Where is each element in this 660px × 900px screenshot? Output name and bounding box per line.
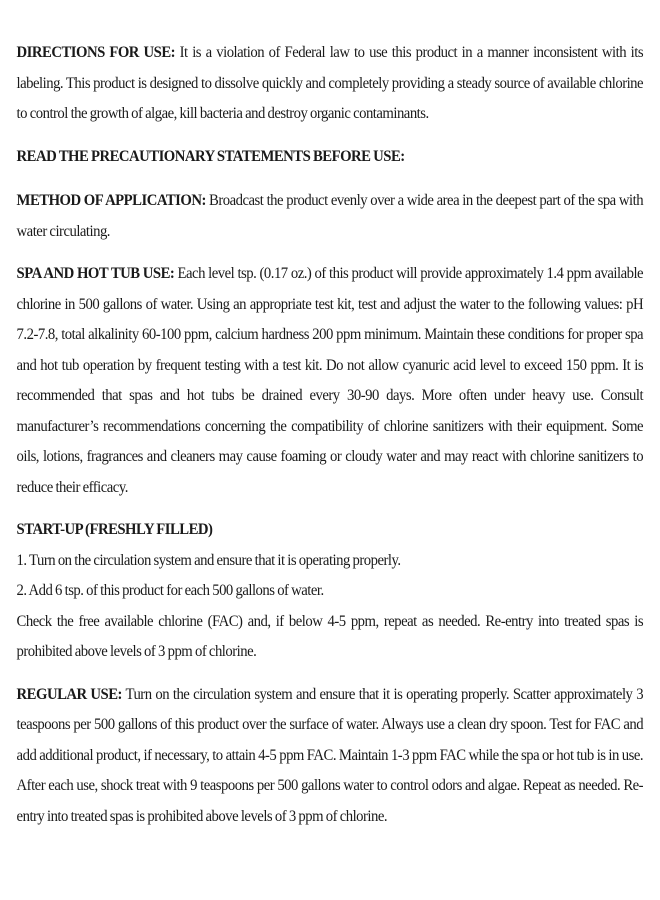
directions-text: It is a violation of Federal law to use this product in a manner inconsistent with its labeling. This product is designed to dissolve quickly and completely providing a steady source of available chlorine to control the growth of algae, kill bacteria and destroy organic contaminants. xyxy=(16,44,644,122)
startup-step-1: 1. Turn on the circulation system and ensure that it is operating properly. xyxy=(16,551,401,569)
directions-paragraph xyxy=(17,38,644,130)
precautionary-section xyxy=(17,142,644,173)
startup-heading: START-UP (FRESHLY FILLED) xyxy=(16,521,213,538)
method-heading: METHOD OF APPLICATION: xyxy=(16,192,206,209)
precautionary-heading: READ THE PRECAUTIONARY STATEMENTS BEFORE USE: xyxy=(16,147,405,165)
regular-text: Turn on the circulation system and ensure that it is operating properly. Scatter approximately 3 teaspoons per 500 gallons of this product over the surface of water. Always use a clean dry spoon. Test for FAC and add additional product, if necessary, to attain 4-5 ppm FAC. Maintain 1-3 ppm FAC while the spa or hot tub is in use. After each use, shock treat with 9 teaspoons per 500 gallons water to control odors and algae. Repeat as needed. Re-entry into treated spas is prohibited above levels of 3 ppm of chlorine. xyxy=(16,685,644,825)
startup-note: Check the free available chlorine (FAC) and, if below 4-5 ppm, repeat as needed. Re-entry into treated spas is prohibited above levels of 3 ppm of chlorine. xyxy=(16,612,644,660)
directions-heading: DIRECTIONS FOR USE: xyxy=(16,44,176,61)
spa-section xyxy=(17,259,644,503)
method-section xyxy=(17,186,644,247)
method-paragraph xyxy=(17,186,644,247)
regular-heading: REGULAR USE: xyxy=(16,685,122,703)
startup-section xyxy=(17,515,644,668)
spa-text: Each level tsp. (0.17 oz.) of this product will provide approximately 1.4 ppm available chlorine in 500 gallons of water. Using an appropriate test kit, test and adjust the water to the following values: pH 7.2-7.8, total alkalinity 60-100 ppm, calcium hardness 200 ppm minimum. Maintain these conditions for proper spa and hot tub operation by frequent testing with a test kit. Do not allow cyanuric acid level to exceed 150 ppm. It is recommended that spas and hot tubs be drained every 30-90 days. More often under heavy use. Consult manufacturer’s recommendations concerning the compatibility of chlorine sanitizers with their equipment. Some oils, lotions, fragrances and cleaners may cause foaming or cloudy water and may react with chlorine sanitizers to reduce their efficacy. xyxy=(16,265,644,496)
spa-heading: SPA AND HOT TUB USE: xyxy=(16,265,175,282)
method-text: Broadcast the product evenly over a wide area in the deepest part of the spa with water circulating. xyxy=(16,192,644,240)
regular-section xyxy=(17,680,644,833)
precautionary-paragraph xyxy=(17,142,644,173)
directions-section xyxy=(17,38,644,130)
startup-step-2: 2. Add 6 tsp. of this product for each 500 gallons of water. xyxy=(16,582,324,599)
regular-paragraph xyxy=(17,680,644,833)
spa-paragraph xyxy=(17,259,644,503)
